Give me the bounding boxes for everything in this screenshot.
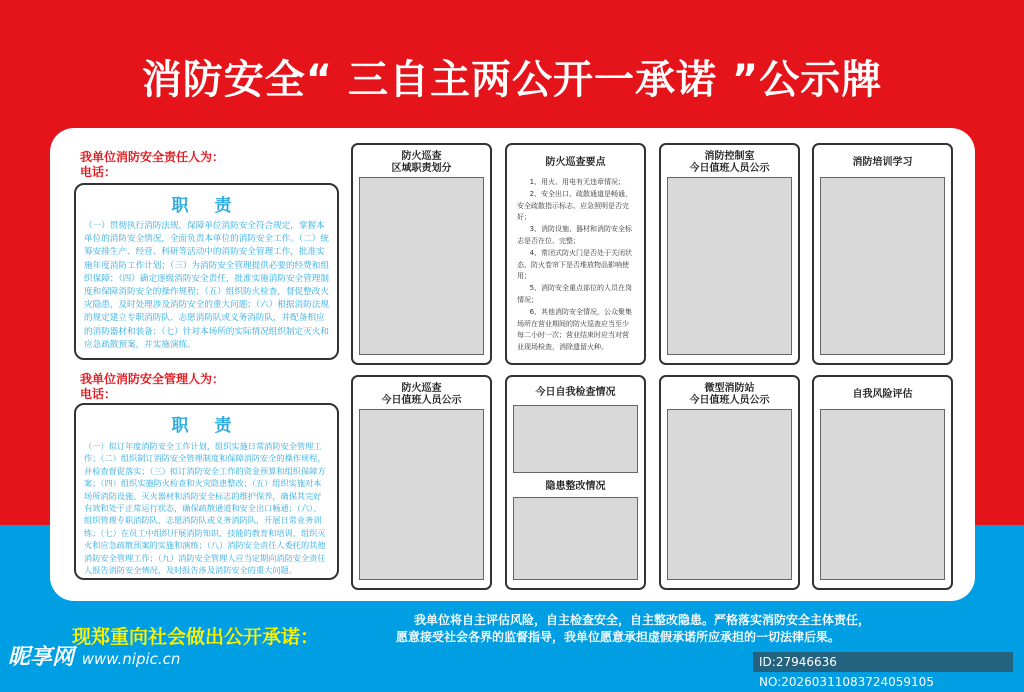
watermark-text: 昵享网 xyxy=(8,645,75,670)
promise-line: 我单位将自主评估风险，自主检查安全，自主整改隐患。严格落实消防安全主体责任， xyxy=(414,613,871,627)
board-title: 今日自我检查情况 xyxy=(535,387,616,398)
promise-label: 现郑重向社会做出公开承诺： xyxy=(72,626,320,648)
page-title: 消防安全“ 三自主两公开一承诺 ”公示牌 xyxy=(141,57,883,103)
phone-label: 电话： xyxy=(80,387,117,401)
display-slot xyxy=(820,177,945,355)
board-title: 消防培训学习 xyxy=(852,157,913,168)
display-slot xyxy=(667,409,792,580)
board-patrol-zones xyxy=(351,143,492,365)
board-title: 微型消防站 今日值班人员公示 xyxy=(689,383,770,406)
patrol-point: 4、常闭式防火门是否处于关闭状态，防火卷帘下是否堆放物品影响使用； xyxy=(517,248,633,281)
responsible-person-label: 我单位消防安全责任人为： xyxy=(80,150,225,164)
board-micro-station-duty xyxy=(659,375,800,590)
board-title: 隐患整改情况 xyxy=(545,481,606,492)
display-slot xyxy=(513,405,638,473)
board-risk-assessment xyxy=(812,375,953,590)
board-patrol-duty xyxy=(351,375,492,590)
board-title: 自我风险评估 xyxy=(852,389,913,400)
patrol-point: 6、其他消防安全情况，公众聚集场所在营业期间的防火巡查应当至少每二小时一次；营业结束时应当对营业现场检查，消除遗留火种。 xyxy=(517,307,633,352)
board-training xyxy=(812,143,953,365)
display-slot xyxy=(667,177,792,355)
watermark-logo xyxy=(8,640,180,671)
board-title: 消防控制室 今日值班人员公示 xyxy=(689,151,770,174)
duty-box-manager xyxy=(74,403,339,580)
manager-person-label: 我单位消防安全管理人为： xyxy=(80,372,225,386)
board-control-room-duty xyxy=(659,143,800,365)
display-slot xyxy=(359,177,484,355)
duty-text: （一）拟订年度消防安全工作计划，组织实施日常消防安全管理工作；（二）组织制订消防安全管理制度和保障消防安全的操作规程，并检查督促落实；（三）拟订消防安全工作的资金预算和组织保障方案；（四）组织实施防火检查和火灾隐患整改；（五）组织实施对本场所消防设施、灭火器材和消防安全标志的维护保养，确保其完好有效和处于正常运行状态，确保疏散通道和安全出口畅通；（六）、组织管理专职消防队、志愿消防队或义务消防队，开展日常业务训练；（七）在员工中组织开展消防知识、技能的教育和培训，组织灭火和应急疏散预案的实施和演练；（八）消防安全责任人委托的其他消防安全管理工作；（九）消防安全管理人应当定期向消防安全责任人报告消防安全情况，及时报告涉及消防安全的重大问题。 xyxy=(84,441,326,576)
patrol-point: 1、用火、用电有无违章情况； xyxy=(529,178,626,186)
patrol-point: 2、安全出口、疏散通道是畅通，安全疏散指示标志、应急照明是否完好； xyxy=(517,189,633,222)
patrol-point: 5、消防安全重点部位的人员在岗情况； xyxy=(517,284,633,304)
patrol-points-list xyxy=(507,169,644,362)
duty-title: 职 责 xyxy=(171,416,242,436)
promise-line: 愿意接受社会各界的监督指导，我单位愿意承担虚假承诺所应承担的一切法律后果。 xyxy=(396,630,841,644)
image-id-label: ID:27946636 NO:20260311083724059105 xyxy=(753,652,1013,672)
duty-box-responsible xyxy=(74,183,339,360)
promise-text xyxy=(396,612,870,646)
board-title: 防火巡查 今日值班人员公示 xyxy=(381,383,462,406)
display-slot xyxy=(359,409,484,580)
duty-title: 职 责 xyxy=(171,196,242,216)
display-slot xyxy=(820,409,945,580)
phone-label: 电话： xyxy=(80,165,117,179)
board-title: 防火巡查 区域职责划分 xyxy=(391,151,452,174)
display-slot xyxy=(513,497,638,580)
duty-text: （一）贯彻执行消防法规，保障单位消防安全符合规定，掌握本单位的消防安全情况，全面负责本单位的消防安全工作。（二）统筹安排生产、经营、科研等活动中的消防安全管理工作，批准实施年度消防工作计划；（三）为消防安全管理提供必要的经费和组织保障；（四）确定逐级消防安全责任，批准实施消防安全管理制度和保障消防安全的操作规程；（五）组织防火检查，督促整改火灾隐患，及时处理涉及消防安全的重大问题；（六）根据消防法规的规定建立专职消防队、志愿消防队或义务消防队，并配备相应的消防器材和装备；（七）针对本场所的实际情况组织制定灭火和应急疏散预案，并实施演练。 xyxy=(84,221,329,350)
board-patrol-points xyxy=(505,143,646,365)
board-self-check xyxy=(505,375,646,590)
board-title: 防火巡查要点 xyxy=(545,157,606,168)
patrol-point: 3、消防设施、器材和消防安全标志是否在位、完整； xyxy=(517,225,633,245)
watermark-url: www.nipic.cn xyxy=(81,650,181,668)
